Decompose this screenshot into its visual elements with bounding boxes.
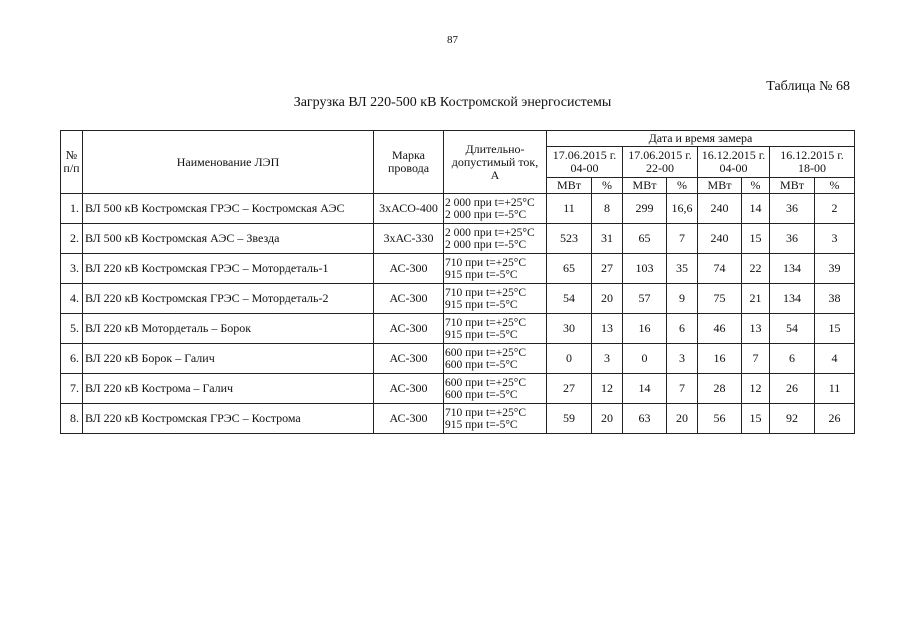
table-row xyxy=(61,344,855,374)
load-mw: 16 xyxy=(623,314,667,344)
allowed-current: 2 000 при t=+25°C 2 000 при t=-5°C xyxy=(444,224,547,254)
load-pct: 9 xyxy=(667,284,698,314)
load-pct: 3 xyxy=(592,344,623,374)
load-mw: 28 xyxy=(698,374,742,404)
allowed-current: 600 при t=+25°C 600 при t=-5°C xyxy=(444,344,547,374)
load-pct: 20 xyxy=(592,284,623,314)
load-pct: 2 xyxy=(815,194,855,224)
load-pct: 21 xyxy=(742,284,770,314)
table-row xyxy=(61,284,855,314)
load-pct: 15 xyxy=(742,224,770,254)
wire-type: АС-300 xyxy=(374,404,444,434)
table-row xyxy=(61,404,855,434)
load-mw: 74 xyxy=(698,254,742,284)
allowed-current: 600 при t=+25°C 600 при t=-5°C xyxy=(444,374,547,404)
header-unit-pct: % xyxy=(815,178,855,194)
row-num: 4. xyxy=(61,284,83,314)
header-unit-mw: МВт xyxy=(547,178,592,194)
load-pct: 20 xyxy=(667,404,698,434)
header-num: № п/п xyxy=(61,131,83,194)
load-pct: 3 xyxy=(815,224,855,254)
load-mw: 240 xyxy=(698,194,742,224)
load-pct: 12 xyxy=(592,374,623,404)
wire-type: АС-300 xyxy=(374,374,444,404)
line-name: ВЛ 220 кВ Костромская ГРЭС – Кострома xyxy=(83,404,374,434)
load-mw: 14 xyxy=(623,374,667,404)
load-mw: 6 xyxy=(770,344,815,374)
load-mw: 56 xyxy=(698,404,742,434)
allowed-current: 710 при t=+25°C 915 при t=-5°C xyxy=(444,404,547,434)
load-mw: 75 xyxy=(698,284,742,314)
load-mw: 63 xyxy=(623,404,667,434)
load-pct: 7 xyxy=(667,224,698,254)
load-pct: 12 xyxy=(742,374,770,404)
load-pct: 20 xyxy=(592,404,623,434)
load-pct: 16,6 xyxy=(667,194,698,224)
line-name: ВЛ 500 кВ Костромская ГРЭС – Костромская АЭС xyxy=(83,194,374,224)
table-title: Загрузка ВЛ 220-500 кВ Костромской энергосистемы xyxy=(293,95,612,110)
row-num: 5. xyxy=(61,314,83,344)
row-num: 7. xyxy=(61,374,83,404)
row-num: 8. xyxy=(61,404,83,434)
line-name: ВЛ 220 кВ Мотордеталь – Борок xyxy=(83,314,374,344)
load-pct: 11 xyxy=(815,374,855,404)
line-name: ВЛ 220 кВ Костромская ГРЭС – Мотордеталь-1 xyxy=(83,254,374,284)
header-unit-mw: МВт xyxy=(770,178,815,194)
page-number: 87 xyxy=(447,34,458,46)
load-pct: 7 xyxy=(667,374,698,404)
load-pct: 6 xyxy=(667,314,698,344)
load-mw: 11 xyxy=(547,194,592,224)
load-mw: 59 xyxy=(547,404,592,434)
table-row xyxy=(61,224,855,254)
header-date-1: 17.06.2015 г. 04-00 xyxy=(547,147,623,178)
wire-type: АС-300 xyxy=(374,314,444,344)
table-row xyxy=(61,194,855,224)
load-mw: 523 xyxy=(547,224,592,254)
header-wire: Марка провода xyxy=(374,131,444,194)
row-num: 6. xyxy=(61,344,83,374)
allowed-current: 710 при t=+25°C 915 при t=-5°C xyxy=(444,284,547,314)
load-mw: 36 xyxy=(770,194,815,224)
load-pct: 35 xyxy=(667,254,698,284)
load-mw: 240 xyxy=(698,224,742,254)
load-mw: 134 xyxy=(770,284,815,314)
header-date-3: 16.12.2015 г. 04-00 xyxy=(698,147,770,178)
load-mw: 65 xyxy=(623,224,667,254)
table-row xyxy=(61,254,855,284)
load-mw: 46 xyxy=(698,314,742,344)
header-unit-pct: % xyxy=(592,178,623,194)
load-pct: 22 xyxy=(742,254,770,284)
load-pct: 4 xyxy=(815,344,855,374)
load-pct: 8 xyxy=(592,194,623,224)
allowed-current: 710 при t=+25°C 915 при t=-5°C xyxy=(444,314,547,344)
load-pct: 13 xyxy=(592,314,623,344)
line-name: ВЛ 220 кВ Борок – Галич xyxy=(83,344,374,374)
load-mw: 26 xyxy=(770,374,815,404)
table-body xyxy=(61,194,855,434)
header-unit-mw: МВт xyxy=(698,178,742,194)
table-row xyxy=(61,314,855,344)
load-mw: 0 xyxy=(547,344,592,374)
load-mw: 0 xyxy=(623,344,667,374)
load-pct: 38 xyxy=(815,284,855,314)
load-pct: 13 xyxy=(742,314,770,344)
wire-type: АС-300 xyxy=(374,344,444,374)
load-pct: 14 xyxy=(742,194,770,224)
load-mw: 57 xyxy=(623,284,667,314)
load-mw: 299 xyxy=(623,194,667,224)
load-mw: 16 xyxy=(698,344,742,374)
line-name: ВЛ 220 кВ Костромская ГРЭС – Мотордеталь-2 xyxy=(83,284,374,314)
load-mw: 54 xyxy=(770,314,815,344)
table-row xyxy=(61,374,855,404)
load-mw: 27 xyxy=(547,374,592,404)
load-table xyxy=(60,130,855,434)
load-pct: 15 xyxy=(742,404,770,434)
wire-type: АС-300 xyxy=(374,254,444,284)
load-pct: 3 xyxy=(667,344,698,374)
line-name: ВЛ 220 кВ Кострома – Галич xyxy=(83,374,374,404)
load-pct: 31 xyxy=(592,224,623,254)
load-mw: 92 xyxy=(770,404,815,434)
load-mw: 36 xyxy=(770,224,815,254)
table-label: Таблица № 68 xyxy=(766,79,850,94)
load-pct: 26 xyxy=(815,404,855,434)
load-pct: 39 xyxy=(815,254,855,284)
load-mw: 103 xyxy=(623,254,667,284)
line-name: ВЛ 500 кВ Костромская АЭС – Звезда xyxy=(83,224,374,254)
header-date-2: 17.06.2015 г. 22-00 xyxy=(623,147,698,178)
allowed-current: 710 при t=+25°C 915 при t=-5°C xyxy=(444,254,547,284)
header-current: Длительно-допустимый ток, А xyxy=(444,131,547,194)
load-mw: 30 xyxy=(547,314,592,344)
row-num: 3. xyxy=(61,254,83,284)
load-mw: 134 xyxy=(770,254,815,284)
row-num: 1. xyxy=(61,194,83,224)
wire-type: АС-300 xyxy=(374,284,444,314)
header-name: Наименование ЛЭП xyxy=(83,131,374,194)
load-mw: 54 xyxy=(547,284,592,314)
row-num: 2. xyxy=(61,224,83,254)
header-date-4: 16.12.2015 г. 18-00 xyxy=(770,147,855,178)
load-pct: 7 xyxy=(742,344,770,374)
wire-type: 3хАСО-400 xyxy=(374,194,444,224)
wire-type: 3хАС-330 xyxy=(374,224,444,254)
header-unit-pct: % xyxy=(667,178,698,194)
load-mw: 65 xyxy=(547,254,592,284)
load-pct: 15 xyxy=(815,314,855,344)
allowed-current: 2 000 при t=+25°C 2 000 при t=-5°C xyxy=(444,194,547,224)
load-pct: 27 xyxy=(592,254,623,284)
header-unit-pct: % xyxy=(742,178,770,194)
header-unit-mw: МВт xyxy=(623,178,667,194)
header-date-group: Дата и время замера xyxy=(547,131,855,147)
